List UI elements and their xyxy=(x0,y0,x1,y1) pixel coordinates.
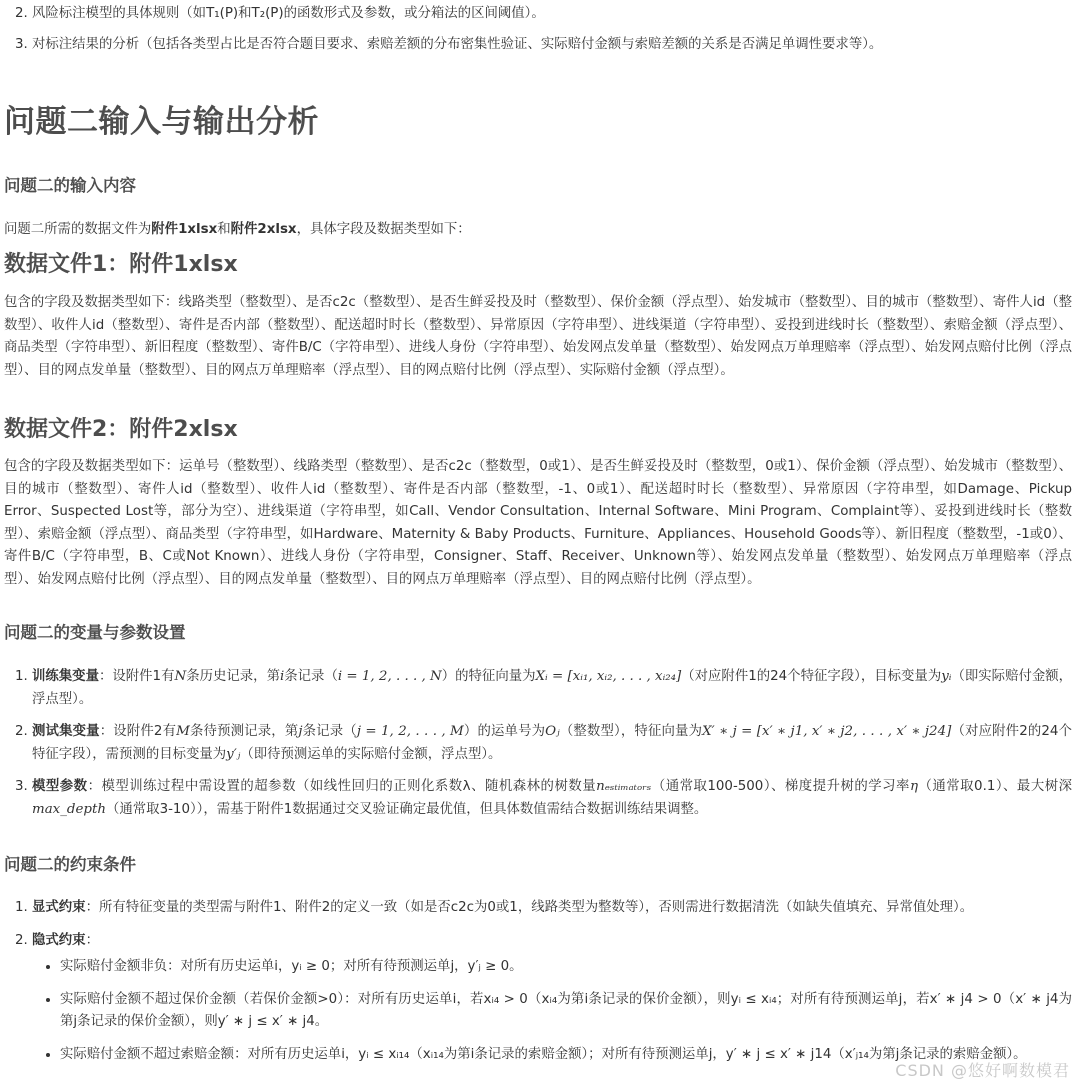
list-item: 2. 测试集变量：设附件2有M条待预测记录，第j条记录（j = 1, 2, . . . , M）的运单号为Oⱼ（整数型），特征向量为X′ ∗ j = [x′ ∗ j1, x′ ∗ j2, . . . , x′ ∗ j24]（对应附件2的24个特征字段），需预测的目标变量为y′ⱼ（即待预测运单的实际赔付金额，浮点型）。 xyxy=(32,721,1072,766)
list-item: 1. 显式约束：所有特征变量的类型需与附件1、附件2的定义一致（如是否c2c为0或1，线路类型为整数等），否则需进行数据清洗（如缺失值填充、异常值处理）。 xyxy=(32,897,1072,920)
variables-section xyxy=(4,666,1072,831)
constraints-section xyxy=(4,897,1072,1076)
requirements-list xyxy=(4,2,1078,64)
input-intro: 问题二所需的数据文件为附件1xlsx和附件2xlsx，具体字段及数据类型如下： xyxy=(4,222,471,237)
constraints-heading: 问题二的约束条件 xyxy=(4,855,136,874)
data-file2-fields: 包含的字段及数据类型如下：运单号（整数型）、线路类型（整数型）、是否c2c（整数型，0或1）、是否生鲜妥投及时（整数型，0或1）、保价金额（浮点型）、始发城市（整数型）、目的城市（整数型）、寄件人id（整数型）、收件人id（整数型）、寄件是否内部（整数型，-1、0或1）、配送超时时长（整数型）、异常原因（字符串型，如Damage、Pickup Error、Suspected Lost等，部分为空）、进线渠道（字符串型，如Call、Vendor Consultation、Internal Software、Mini Program、Complaint等）、妥投到进线时长（整数型）、索赔金额（浮点型）、商品类型（字符串型，如Hardware、Maternity & Baby Products、Furniture、Appliances、Household Goods等）、新旧程度（整数型，-1或0）、寄件B/C（字符串型，B、C或Not Known）、进线人身份（字符串型，Consigner、Staff、Receiver、Unknown等）、始发网点发单量（整数型）、始发网点万单理赔率（浮点型）、始发网点赔付比例（浮点型）、目的网点发单量（整数型）、目的网点万单理赔率（浮点型）、目的网点赔付比例（浮点型）。 xyxy=(4,459,1072,587)
list-item: 2. 隐式约束： • 实际赔付金额非负：对所有历史运单i，yᵢ ≥ 0；对所有待预测运单j，y′ⱼ ≥ 0。 • 实际赔付金额不超过保价金额（若保价金额>0）：对所有历史运单i，若xᵢ₄ > 0（xᵢ₄为第i条记录的保价金额），则yᵢ ≤ xᵢ₄；对所有待预测运单j，若x′ ∗ j4 > 0（x′ ∗ j4为第j条记录的保价金额），则y′ ∗ j ≤ x′ ∗ j4。 • 实际赔付金额不超过索赔金额：对所有历史运单i，yᵢ ≤ xᵢ₁₄（xᵢ₁₄为第i条记录的索赔金额）；对所有待预测运单j，y′ ∗ j ≤ x′ ∗ j14（x′ⱼ₁₄为第j条记录的索赔金额）。 xyxy=(32,930,1072,1067)
input-heading: 问题二的输入内容 xyxy=(4,176,136,195)
file1-name: 附件1xlsx xyxy=(151,222,218,237)
variables-heading: 问题二的变量与参数设置 xyxy=(4,623,186,642)
list-item: • 实际赔付金额非负：对所有历史运单i，yᵢ ≥ 0；对所有待预测运单j，y′ⱼ ≥ 0。 xyxy=(60,956,1072,979)
constraints-list xyxy=(4,897,1072,1066)
data-file2-heading: 数据文件2：附件2xlsx xyxy=(4,417,238,442)
implicit-constraints-list xyxy=(32,956,1072,1066)
list-item: 3. 对标注结果的分析（包括各类型占比是否符合题目要求、索赔差额的分布密集性验证、实际赔付金额与索赔差额的关系是否满足单调性要求等）。 xyxy=(32,33,1078,56)
data-file1-heading: 数据文件1：附件1xlsx xyxy=(4,252,238,277)
variables-list xyxy=(4,666,1072,821)
data-file1-fields: 包含的字段及数据类型如下：线路类型（整数型）、是否c2c（整数型）、是否生鲜妥投及时（整数型）、保价金额（浮点型）、始发城市（整数型）、目的城市（整数型）、寄件人id（整数型）、收件人id（整数型）、寄件是否内部（整数型）、配送超时时长（整数型）、异常原因（字符串型）、进线渠道（字符串型）、妥投到进线时长（整数型）、索赔金额（浮点型）、商品类型（字符串型）、新旧程度（整数型）、寄件B/C（字符串型）、进线人身份（字符串型）、始发网点发单量（整数型）、始发网点万单理赔率（浮点型）、始发网点赔付比例（浮点型）、目的网点发单量（整数型）、目的网点万单理赔率（浮点型）、目的网点赔付比例（浮点型）、实际赔付金额（浮点型）。 xyxy=(4,295,1072,378)
list-item: • 实际赔付金额不超过保价金额（若保价金额>0）：对所有历史运单i，若xᵢ₄ > 0（xᵢ₄为第i条记录的保价金额），则yᵢ ≤ xᵢ₄；对所有待预测运单j，若x′ ∗ j4 > 0（x′ ∗ j4为第j条记录的保价金额），则y′ ∗ j ≤ x′ ∗ j4。 xyxy=(60,989,1072,1034)
list-item: • 实际赔付金额不超过索赔金额：对所有历史运单i，yᵢ ≤ xᵢ₁₄（xᵢ₁₄为第i条记录的索赔金额）；对所有待预测运单j，y′ ∗ j ≤ x′ ∗ j14（x′ⱼ₁₄为第j条记录的索赔金额）。 xyxy=(60,1044,1072,1067)
csdn-watermark: CSDN @悠好啊数模君 xyxy=(895,1061,1070,1080)
list-item: 2. 风险标注模型的具体规则（如T₁(P)和T₂(P)的函数形式及参数，或分箱法的区间阈值）。 xyxy=(32,2,1078,25)
list-item: 1. 训练集变量：设附件1有N条历史记录，第i条记录（i = 1, 2, . . . , N）的特征向量为Xᵢ = [xᵢ₁, xᵢ₂, . . . , xᵢ₂₄]（对应附件1的24个特征字段），目标变量为yᵢ（即实际赔付金额，浮点型）。 xyxy=(32,666,1072,711)
page-title: 问题二输入与输出分析 xyxy=(4,104,319,140)
list-item: 3. 模型参数：模型训练过程中需设置的超参数（如线性回归的正则化系数λ、随机森林的树数量nₑₛₜᵢₘₐₜₒᵣₛ（通常取100-500）、梯度提升树的学习率η（通常取0.1）、最大树深max_depth（通常取3-10）），需基于附件1数据通过交叉验证确定最优值，但具体数值需结合数据训练结果调整。 xyxy=(32,776,1072,821)
file2-name: 附件2xlsx xyxy=(230,222,297,237)
